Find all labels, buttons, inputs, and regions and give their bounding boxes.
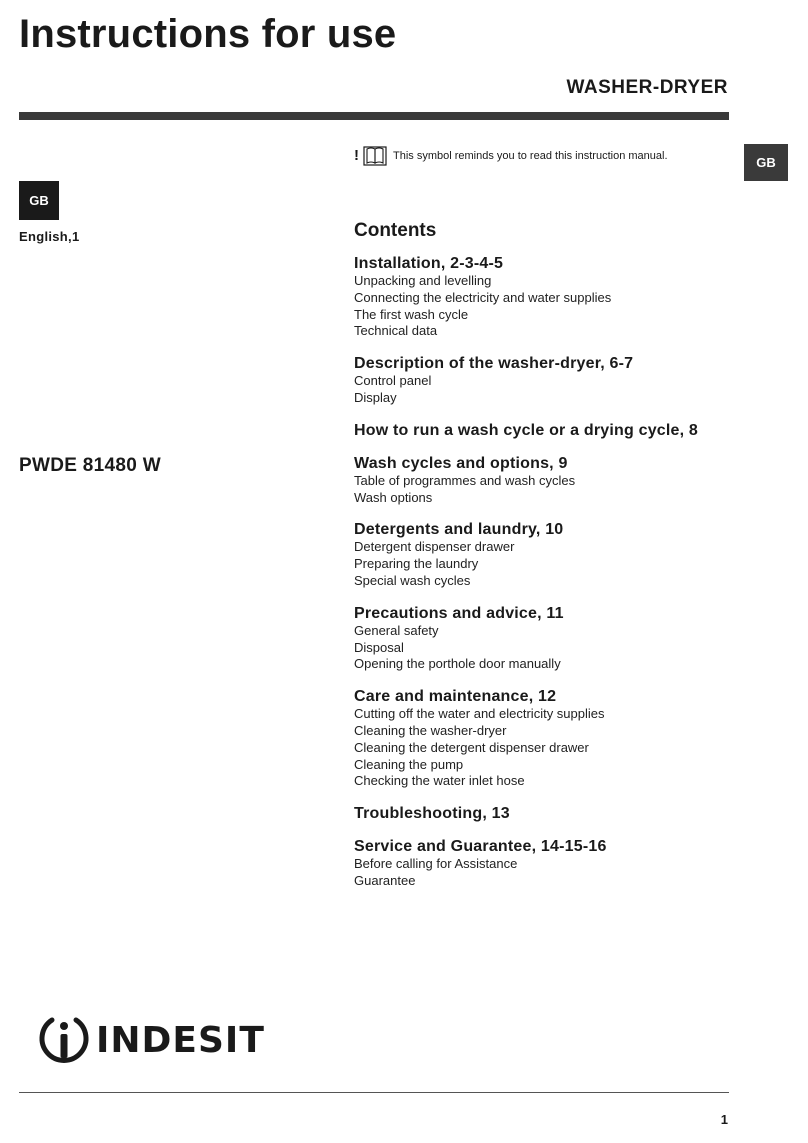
section-item[interactable]: Cutting off the water and electricity supplies xyxy=(354,706,605,722)
section-title[interactable]: Troubleshooting, 13 xyxy=(354,805,510,823)
contents-sections xyxy=(354,254,744,890)
section-title[interactable]: Service and Guarantee, 14-15-16 xyxy=(354,838,607,856)
language-page-ref: English,1 xyxy=(19,229,80,244)
section-item[interactable]: Table of programmes and wash cycles xyxy=(354,472,576,488)
table-of-contents xyxy=(354,218,744,904)
contents-section xyxy=(354,687,744,790)
language-tab[interactable] xyxy=(744,144,788,181)
product-type: WASHER-DRYER xyxy=(566,77,728,98)
language-badge xyxy=(19,181,59,220)
section-title[interactable]: Description of the washer-dryer, 6-7 xyxy=(354,355,634,373)
manual-notice xyxy=(354,145,668,167)
exclamation-icon: ! xyxy=(354,147,359,164)
contents-section xyxy=(354,254,744,340)
header-divider xyxy=(19,112,729,120)
contents-section xyxy=(354,837,744,890)
language-tab-label: GB xyxy=(756,155,776,170)
notice-text: This symbol reminds you to read this instruction manual. xyxy=(393,150,668,162)
section-item[interactable]: Cleaning the detergent dispenser drawer xyxy=(354,739,589,755)
document-title: Instructions for use xyxy=(19,12,397,56)
section-item[interactable]: Connecting the electricity and water supplies xyxy=(354,289,612,305)
section-title[interactable]: Care and maintenance, 12 xyxy=(354,688,557,706)
section-title[interactable]: How to run a wash cycle or a drying cycle, 8 xyxy=(354,421,699,439)
section-item[interactable]: Preparing the laundry xyxy=(354,556,479,572)
section-item[interactable]: Detergent dispenser drawer xyxy=(354,539,515,555)
section-title[interactable]: Precautions and advice, 11 xyxy=(354,604,564,622)
contents-section xyxy=(354,604,744,673)
footer-divider xyxy=(19,1092,729,1093)
contents-section xyxy=(354,804,744,823)
section-item[interactable]: Display xyxy=(354,389,397,405)
section-item[interactable]: Technical data xyxy=(354,323,438,339)
brand-wordmark: INDESIT xyxy=(96,1019,265,1061)
section-title[interactable]: Detergents and laundry, 10 xyxy=(354,521,564,539)
section-item[interactable]: Unpacking and levelling xyxy=(354,273,492,288)
section-item[interactable]: Control panel xyxy=(354,373,432,389)
language-badge-label: GB xyxy=(29,193,49,208)
contents-section xyxy=(354,421,744,440)
section-title[interactable]: Wash cycles and options, 9 xyxy=(354,454,568,472)
page-number: 1 xyxy=(720,1112,728,1127)
section-item[interactable]: Special wash cycles xyxy=(354,572,471,588)
contents-section xyxy=(354,520,744,589)
section-item[interactable]: The first wash cycle xyxy=(354,306,469,322)
contents-section xyxy=(354,354,744,407)
section-item[interactable]: Cleaning the pump xyxy=(354,756,464,772)
section-item[interactable]: Before calling for Assistance xyxy=(354,856,518,872)
contents-heading: Contents xyxy=(354,220,437,241)
indesit-logo-icon xyxy=(38,1012,90,1068)
model-number: PWDE 81480 W xyxy=(19,455,161,476)
section-item[interactable]: Disposal xyxy=(354,639,404,655)
section-item[interactable]: Opening the porthole door manually xyxy=(354,656,561,672)
section-title[interactable]: Installation, 2-3-4-5 xyxy=(354,255,504,272)
section-item[interactable]: General safety xyxy=(354,622,439,638)
brand-logo xyxy=(38,1012,265,1068)
section-item[interactable]: Checking the water inlet hose xyxy=(354,773,525,789)
contents-section xyxy=(354,454,744,507)
book-icon xyxy=(363,145,387,167)
section-item[interactable]: Cleaning the washer-dryer xyxy=(354,722,507,738)
section-item[interactable]: Guarantee xyxy=(354,872,416,888)
section-item[interactable]: Wash options xyxy=(354,489,433,505)
